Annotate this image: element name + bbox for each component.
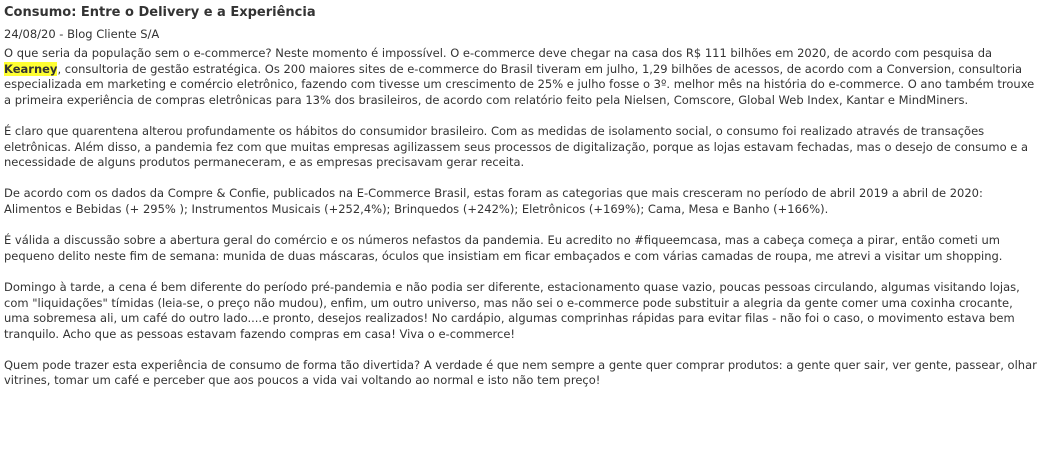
article-meta bbox=[4, 27, 1038, 42]
article-date: 24/08/20 bbox=[4, 27, 56, 41]
article-paragraph-1 bbox=[4, 46, 1038, 108]
article-paragraph-6: Quem pode trazer esta experiência de consumo de forma tão divertida? A verdade é que nem sempre a gente quer comprar produtos: a gente quer sair, ver gente, passear, olhar vitrines, tomar um café e perceber que aos poucos a vida vai voltando ao normal e isto não tem preço! bbox=[4, 357, 1037, 388]
meta-separator: - bbox=[55, 27, 68, 41]
news-article bbox=[4, 4, 1038, 389]
article-paragraph-4: É válida a discussão sobre a abertura geral do comércio e os números nefastos da pandemia. Eu acredito no #fiqueemcasa, mas a cabeça começa a pirar, então cometi um pequeno delito neste fim de semana: munida de duas máscaras, óculos que insistiam em ficar embaçados e com várias camadas de roupa, me atrevi a visitar um shopping. bbox=[4, 233, 1003, 263]
article-source: Blog Cliente S/A bbox=[67, 27, 160, 41]
paragraph-text: , consultoria de gestão estratégica. Os 200 maiores sites de e-commerce do Brasil tiveram em julho, 1,29 bilhões de acessos, de acordo com a Conversion, consultoria especializada em marketing e comércio eletrônico, fazendo com tivesse um crescimento de 25% e julho fosse o 3º. melhor mês na história do e-commerce. O ano também trouxe a primeira experiência de compras eletrônicas para 13% dos brasileiros, de acordo com relatório feito pela Nielsen, Comscore, Global Web Index, Kantar e MindMiners. bbox=[4, 61, 1035, 107]
article-paragraph-5: Domingo à tarde, a cena é bem diferente do período pré-pandemia e não podia ser diferente, estacionamento quase vazio, poucas pessoas circulando, algumas visitando lojas, com "liquidações" tímidas (leia-se, o preço não mudou), enfim, um outro universo, mas não sei o e-commerce pode substituir a alegria da gente comer uma coxinha crocante, uma sobremesa ali, um café do outro lado....e pronto, desejos realizados! No cardápio, algumas comprinhas rápidas para evitar filas - não foi o caso, o movimento estava bem tranquilo. Acho que as pessoas estavam fazendo compras em casa! Viva o e-commerce! bbox=[4, 279, 1020, 341]
article-title[interactable]: Consumo: Entre o Delivery e a Experiência bbox=[4, 5, 316, 20]
article-paragraph-3: De acordo com os dados da Compre & Confie, publicados na E-Commerce Brasil, estas foram as categorias que mais cresceram no período de abril 2019 a abril de 2020: Alimentos e Bebidas (+ 295% ); Instrumentos Musicais (+252,4%); Brinquedos (+242%); Eletrônicos (+169%); Cama, Mesa e Banho (+166%). bbox=[4, 186, 983, 216]
paragraph-text: O que seria da população sem o e-commerce? Neste momento é impossível. O e-commerce deve chegar na casa dos R$ 111 bilhões em 2020, de acordo com pesquisa da bbox=[4, 46, 993, 60]
article-paragraph-2: É claro que quarentena alterou profundamente os hábitos do consumidor brasileiro. Com as medidas de isolamento social, o consumo foi realizado através de transações eletrônicas. Além disso, a pandemia fez com que muitas empresas agilizassem seus processos de digitalização, porque as lojas estavam fechadas, mas o desejo de consumo e a necessidade de alguns produtos permaneceram, e as empresas precisavam gerar receita. bbox=[4, 123, 1029, 170]
highlighted-search-term: Kearney bbox=[4, 61, 58, 76]
